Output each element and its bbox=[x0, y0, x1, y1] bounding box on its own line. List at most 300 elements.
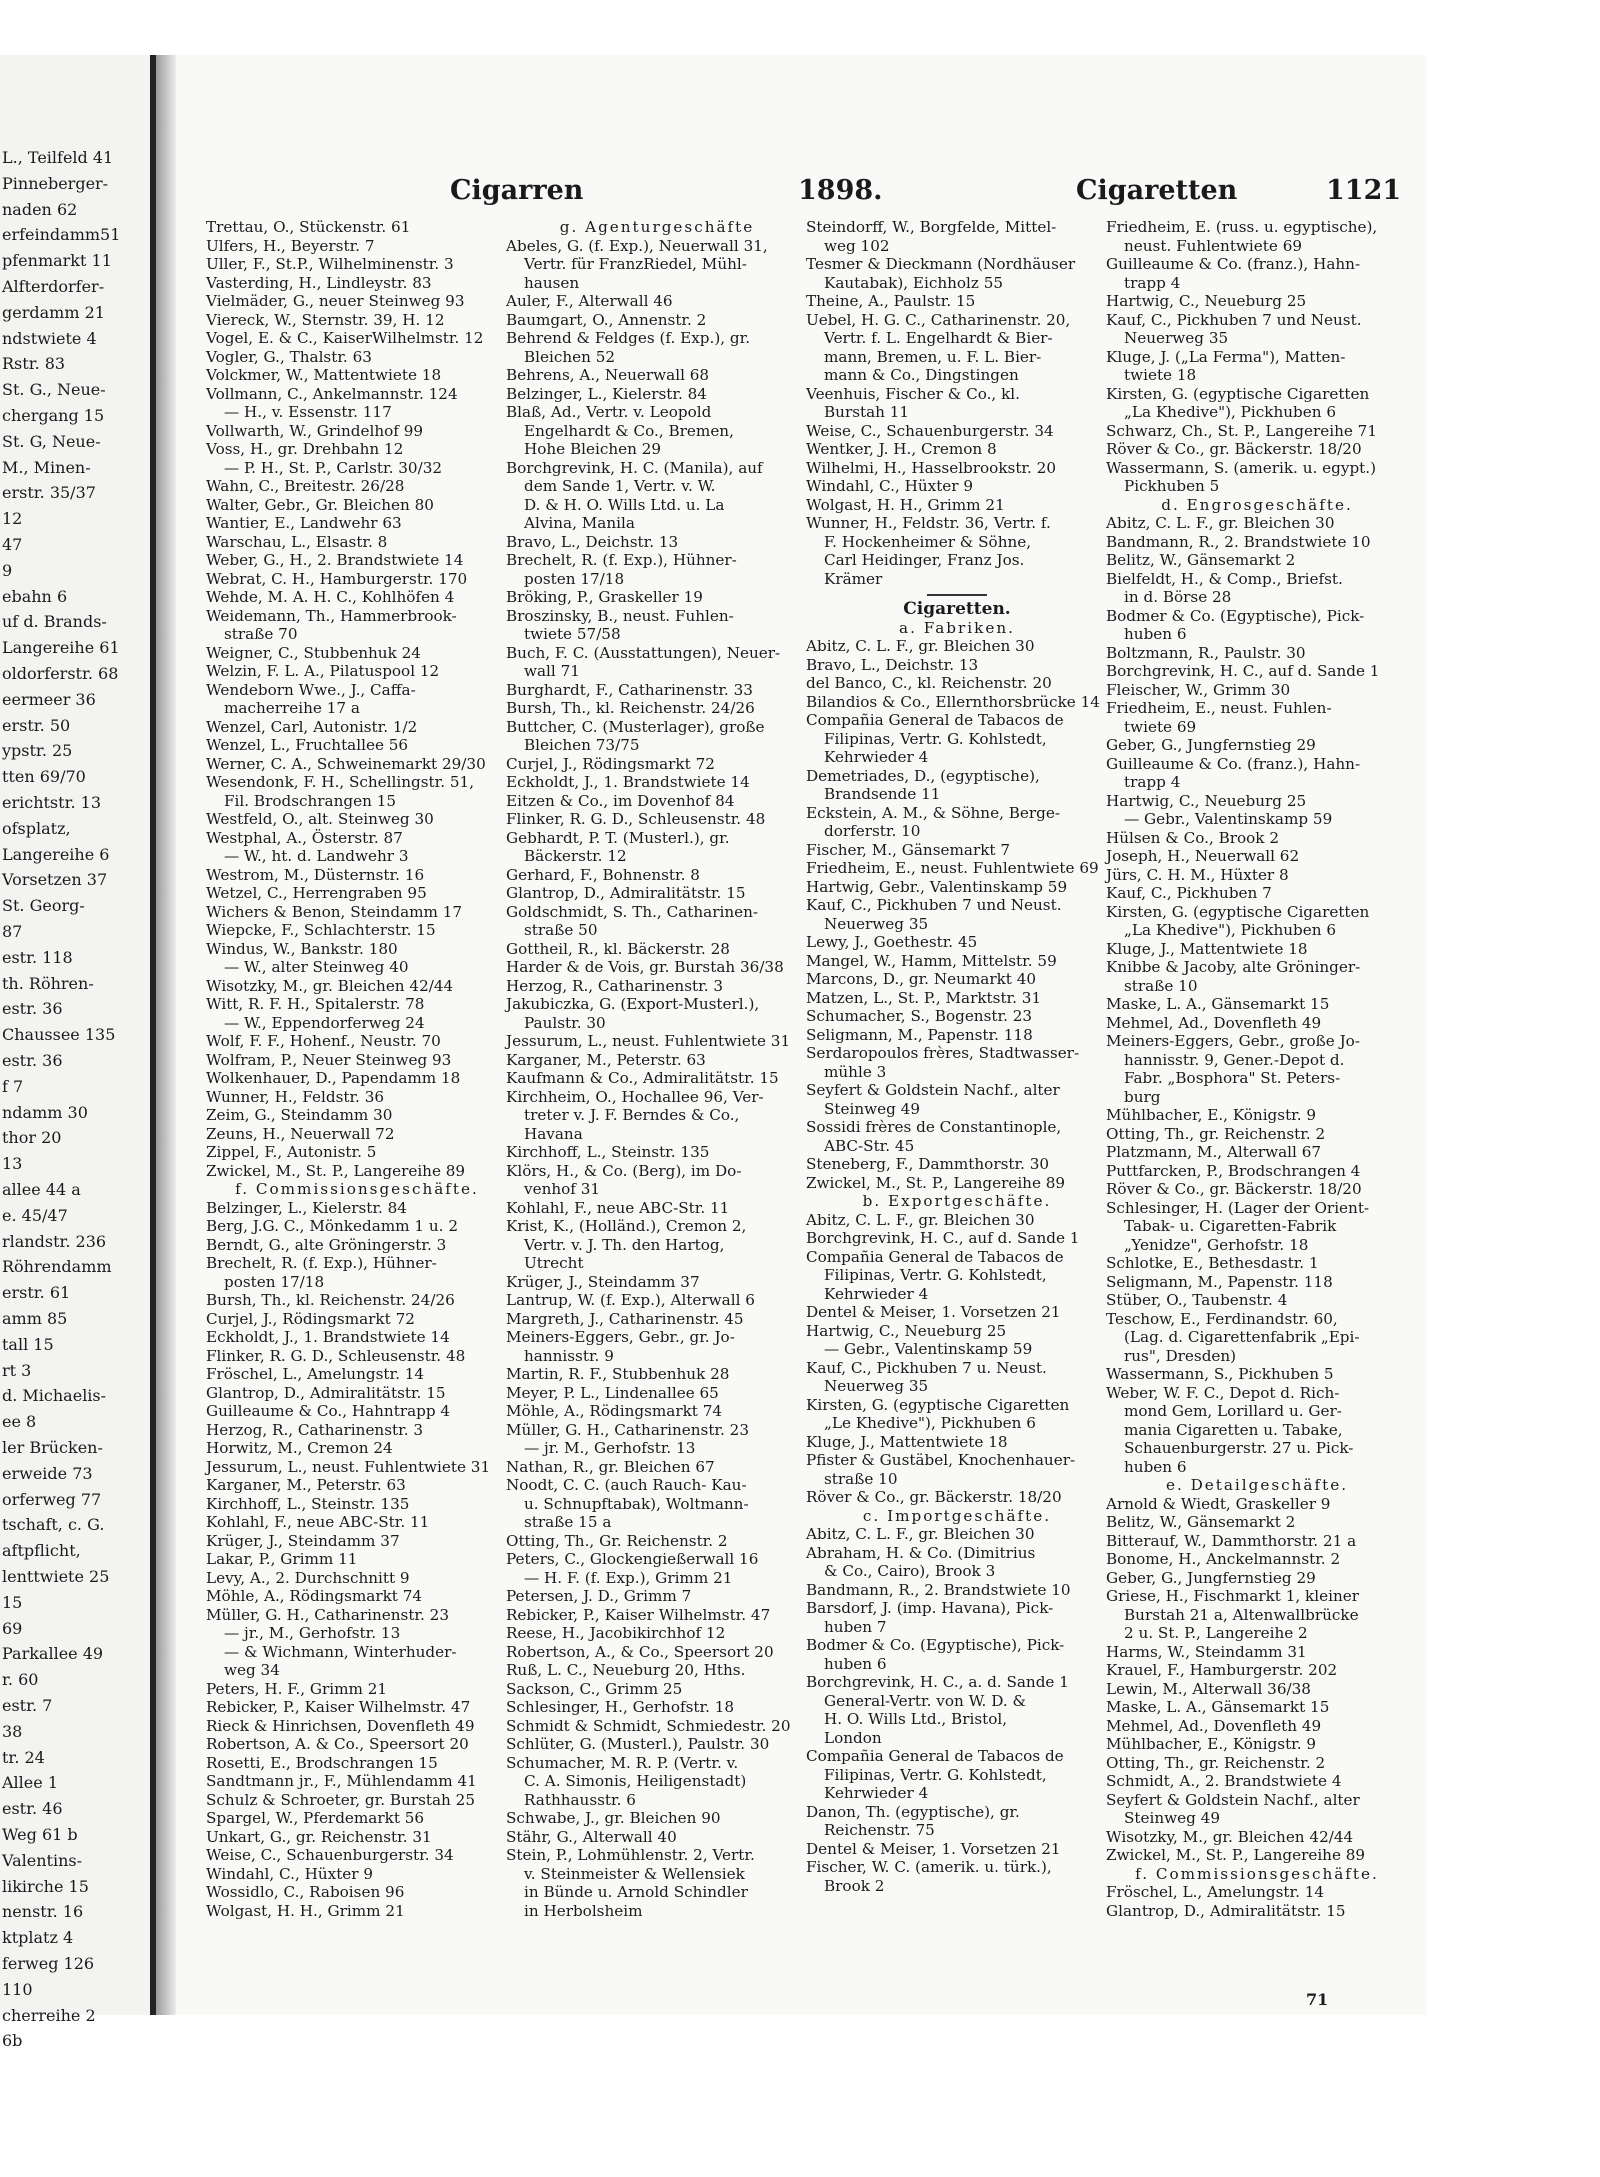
directory-entry: Klörs, H., & Co. (Berg), im Do- bbox=[506, 1161, 742, 1180]
left-page-text-fragment: erichtstr. 13 bbox=[2, 793, 101, 812]
left-page-text-fragment: tten 69/70 bbox=[2, 767, 86, 787]
directory-entry: Viereck, W., Sternstr. 39, H. 12 bbox=[206, 310, 445, 329]
directory-entry: Bitterauf, W., Dammthorstr. 21 a bbox=[1106, 1531, 1357, 1550]
directory-entry: Mehmel, Ad., Dovenfleth 49 bbox=[1106, 1716, 1322, 1735]
directory-entry: Abitz, C. L. F., gr. Bleichen 30 bbox=[806, 1210, 1035, 1229]
directory-entry: Ruß, L. C., Neueburg 20, Hths. bbox=[506, 1661, 746, 1679]
directory-entry: Bonome, H., Anckelmannstr. 2 bbox=[1106, 1550, 1341, 1568]
page-number: 1121 bbox=[1326, 175, 1402, 206]
directory-entry: Curjel, J., Rödingsmarkt 72 bbox=[506, 754, 715, 773]
directory-entry: Möhle, A., Rödingsmarkt 74 bbox=[506, 1402, 723, 1420]
directory-entry: Wiepcke, F., Schlachterstr. 15 bbox=[206, 921, 436, 939]
directory-entry: Wassermann, S. (amerik. u. egypt.) bbox=[1106, 458, 1377, 477]
left-page-text-fragment: naden 62 bbox=[2, 199, 78, 219]
directory-entry: Glantrop, D., Admiralitätstr. 15 bbox=[206, 1383, 446, 1402]
left-page-text-fragment: cherreihe 2 bbox=[2, 2005, 96, 2025]
directory-entry: & Co., Cairo), Brook 3 bbox=[824, 1562, 996, 1580]
directory-entry: Webrat, C. H., Hamburgerstr. 170 bbox=[206, 569, 468, 588]
subsection-heading: f. Commissionsgeschäfte. bbox=[235, 1180, 479, 1198]
directory-entry: Schmidt, A., 2. Brandstwiete 4 bbox=[1106, 1772, 1342, 1790]
directory-entry: Uller, F., St.P., Wilhelminenstr. 3 bbox=[206, 255, 454, 273]
directory-entry: Fröschel, L., Amelungstr. 14 bbox=[206, 1365, 425, 1383]
directory-entry: Behrens, A., Neuerwall 68 bbox=[506, 366, 710, 384]
left-page-text-fragment: lenttwiete 25 bbox=[2, 1567, 110, 1586]
left-page-text-fragment: estr. 7 bbox=[2, 1696, 53, 1715]
directory-entry: Mühlbacher, E., Königstr. 9 bbox=[1106, 1735, 1317, 1753]
directory-entry: Uebel, H. G. C., Catharinenstr. 20, bbox=[806, 310, 1071, 329]
left-page-text-fragment: estr. 36 bbox=[2, 999, 63, 1019]
directory-entry: Seligmann, M., Papenstr. 118 bbox=[806, 1025, 1033, 1044]
directory-entry: Kohlahl, F., neue ABC-Str. 11 bbox=[506, 1198, 730, 1217]
directory-entry: Jessurum, L., neust. Fuhlentwiete 31 bbox=[506, 1032, 791, 1050]
directory-entry: Steneberg, F., Dammthorstr. 30 bbox=[806, 1155, 1050, 1173]
section-title-cigaretten: Cigaretten bbox=[1076, 175, 1238, 206]
left-page-text-fragment: Langereihe 6 bbox=[2, 844, 110, 864]
subsection-heading: g. Agenturgeschäfte bbox=[559, 218, 755, 236]
directory-entry: Stüber, O., Taubenstr. 4 bbox=[1106, 1291, 1288, 1309]
directory-entry: Rosetti, E., Brodschrangen 15 bbox=[206, 1753, 438, 1772]
left-page-text-fragment: r. 60 bbox=[2, 1670, 39, 1690]
directory-entry: dorferstr. 10 bbox=[824, 822, 921, 840]
directory-entry: Theine, A., Paulstr. 15 bbox=[806, 292, 976, 310]
directory-entry: mühle 3 bbox=[824, 1062, 887, 1081]
directory-entry: hausen bbox=[524, 273, 580, 292]
directory-entry: Mühlbacher, E., Königstr. 9 bbox=[1106, 1106, 1317, 1124]
directory-entry: Vertr. v. J. Th. den Hartog, bbox=[524, 1235, 725, 1254]
directory-entry: Wolgast, H. H., Grimm 21 bbox=[206, 1901, 405, 1920]
directory-entry: Windahl, C., Hüxter 9 bbox=[806, 477, 974, 495]
directory-entry: Mangel, W., Hamm, Mittelstr. 59 bbox=[806, 951, 1057, 970]
directory-entry: Joseph, H., Neuerwall 62 bbox=[1106, 847, 1300, 865]
directory-entry: Mehmel, Ad., Dovenfleth 49 bbox=[1106, 1013, 1322, 1032]
directory-entry: Wesendonk, F. H., Schellingstr. 51, bbox=[206, 773, 475, 791]
left-page-text-fragment: estr. 36 bbox=[2, 1051, 63, 1070]
directory-entry: Belzinger, L., Kielerstr. 84 bbox=[206, 1198, 407, 1217]
directory-entry: Windus, W., Bankstr. 180 bbox=[206, 939, 398, 958]
directory-entry: Barsdorf, J. (imp. Havana), Pick- bbox=[806, 1599, 1054, 1617]
directory-entry: Kirchheim, O., Hochallee 96, Ver- bbox=[506, 1087, 764, 1106]
left-page-text-fragment: 6b bbox=[2, 2031, 23, 2051]
directory-entry: Krämer bbox=[824, 569, 883, 588]
left-page-text-fragment: Langereihe 61 bbox=[2, 638, 120, 658]
left-page-text-fragment: Rstr. 83 bbox=[2, 354, 66, 374]
directory-entry: Bilandios & Co., Ellernthorsbrücke 14 bbox=[806, 692, 1100, 711]
directory-entry: Tabak- u. Cigaretten-Fabrik bbox=[1124, 1217, 1337, 1235]
directory-entry: ABC-Str. 45 bbox=[824, 1136, 915, 1155]
directory-entry: mond Gem, Lorillard u. Ger- bbox=[1124, 1402, 1342, 1420]
directory-entry: hannisstr. 9 bbox=[524, 1346, 614, 1365]
left-page-text-fragment: Pinneberger- bbox=[2, 173, 109, 193]
directory-entry: C. A. Simonis, Heiligenstadt) bbox=[524, 1772, 747, 1790]
directory-entry: Stähr, G., Alterwall 40 bbox=[506, 1827, 677, 1846]
directory-entry: Kauf, C., Pickhuben 7 u. Neust. bbox=[806, 1358, 1047, 1377]
directory-entry: Steinweg 49 bbox=[824, 1099, 920, 1118]
directory-entry: straße 50 bbox=[524, 921, 598, 939]
left-page-text-fragment: th. Röhren- bbox=[2, 973, 94, 993]
directory-entry: dem Sande 1, Vertr. v. W. bbox=[524, 477, 716, 495]
directory-entry: Brook 2 bbox=[824, 1876, 885, 1895]
directory-entry: Eckholdt, J., 1. Brandstwiete 14 bbox=[506, 773, 750, 791]
directory-entry: Blaß, Ad., Vertr. v. Leopold bbox=[506, 403, 712, 421]
left-page-text-fragment: 9 bbox=[2, 560, 13, 580]
directory-entry: Fleischer, W., Grimm 30 bbox=[1106, 680, 1291, 699]
directory-entry: Broszinsky, B., neust. Fuhlen- bbox=[506, 606, 734, 625]
left-page-text-fragment: 38 bbox=[2, 1721, 23, 1741]
directory-entry: Sandtmann jr., F., Mühlendamm 41 bbox=[206, 1772, 477, 1790]
directory-entry: Wenzel, L., Fruchtallee 56 bbox=[206, 736, 409, 754]
directory-entry: Zeim, G., Steindamm 30 bbox=[206, 1106, 393, 1124]
directory-entry: Auler, F., Alterwall 46 bbox=[506, 292, 673, 310]
left-page-text-fragment: ktplatz 4 bbox=[2, 1928, 74, 1948]
directory-entry: Kirsten, G. (egyptische Cigaretten bbox=[1106, 902, 1370, 921]
directory-entry: Kirchhoff, L., Steinstr. 135 bbox=[206, 1494, 410, 1513]
directory-entry: Friedheim, E., neust. Fuhlen- bbox=[1106, 699, 1332, 717]
directory-entry: Schlesinger, H., Gerhofstr. 18 bbox=[506, 1698, 735, 1716]
directory-entry: Fil. Brodschrangen 15 bbox=[224, 791, 397, 810]
left-page-text-fragment: 12 bbox=[2, 509, 23, 529]
directory-entry: weg 102 bbox=[824, 236, 890, 255]
left-page-text-fragment: M., Minen- bbox=[2, 457, 91, 477]
directory-entry: venhof 31 bbox=[524, 1180, 601, 1198]
left-page-text-fragment: Weg 61 b bbox=[2, 1825, 78, 1844]
directory-entry: Abraham, H. & Co. (Dimitrius bbox=[806, 1543, 1036, 1562]
directory-entry: Vertr. f. L. Engelhardt & Bier- bbox=[824, 329, 1053, 347]
left-page-text-fragment: L., Teilfeld 41 bbox=[2, 148, 114, 167]
directory-entry: Bravo, L., Deichstr. 13 bbox=[806, 655, 979, 674]
left-page-text-fragment: 110 bbox=[2, 1979, 33, 1999]
directory-entry: Wisotzky, M., gr. Bleichen 42/44 bbox=[1106, 1827, 1354, 1846]
directory-entry: Röver & Co., gr. Bäckerstr. 18/20 bbox=[1106, 440, 1362, 458]
directory-entry: Zeuns, H., Neuerwall 72 bbox=[206, 1124, 395, 1143]
directory-entry: Guilleaume & Co. (franz.), Hahn- bbox=[1106, 255, 1361, 273]
directory-page bbox=[176, 55, 1426, 2015]
directory-entry: Rebicker, P., Kaiser Wilhelmstr. 47 bbox=[506, 1605, 771, 1624]
directory-entry: Wantier, E., Landwehr 63 bbox=[206, 514, 402, 532]
section-rule bbox=[927, 594, 987, 596]
directory-entry: Petersen, J. D., Grimm 7 bbox=[506, 1587, 692, 1605]
left-page-text-fragment: uf d. Brands- bbox=[2, 612, 107, 632]
directory-entry: Brechelt, R. (f. Exp.), Hühner- bbox=[206, 1254, 437, 1272]
left-page-text-fragment: rlandstr. 236 bbox=[2, 1231, 107, 1251]
directory-entry: Margreth, J., Catharinenstr. 45 bbox=[506, 1309, 744, 1328]
directory-entry: Peters, H. F., Grimm 21 bbox=[206, 1679, 388, 1698]
directory-entry: Tesmer & Dieckmann (Nordhäuser bbox=[806, 255, 1076, 273]
directory-entry: Steindorff, W., Borgfelde, Mittel- bbox=[806, 218, 1057, 236]
left-page-text-fragment: ee 8 bbox=[2, 1412, 37, 1432]
directory-column-2 bbox=[506, 218, 808, 1998]
directory-entry: Horwitz, M., Cremon 24 bbox=[206, 1439, 393, 1457]
subsection-heading: f. Commissionsgeschäfte. bbox=[1135, 1864, 1379, 1883]
directory-entry: treter v. J. F. Berndes & Co., bbox=[524, 1106, 740, 1124]
directory-entry: Peters, C., Glockengießerwall 16 bbox=[506, 1550, 759, 1568]
directory-entry: Belitz, W., Gänsemarkt 2 bbox=[1106, 551, 1296, 569]
directory-entry: Vertr. für FranzRiedel, Mühl- bbox=[524, 255, 747, 273]
directory-entry: Meyer, P. L., Lindenallee 65 bbox=[506, 1383, 719, 1402]
left-page-text-fragment: tr. 24 bbox=[2, 1747, 45, 1767]
left-page-text-fragment: d. Michaelis- bbox=[2, 1386, 107, 1406]
directory-entry: Rebicker, P., Kaiser Wilhelmstr. 47 bbox=[206, 1698, 471, 1716]
directory-entry: Schlüter, G. (Musterl.), Paulstr. 30 bbox=[506, 1735, 770, 1753]
directory-entry: trapp 4 bbox=[1124, 273, 1181, 292]
directory-entry: Fischer, W. C. (amerik. u. türk.), bbox=[806, 1858, 1052, 1876]
directory-entry: Wisotzky, M., gr. Bleichen 42/44 bbox=[206, 976, 454, 995]
left-page-text-fragment: Allee 1 bbox=[2, 1773, 58, 1793]
directory-entry: General-Vertr. von W. D. & bbox=[824, 1691, 1027, 1710]
left-page-text-fragment: Valentins- bbox=[2, 1850, 82, 1870]
left-page-text-fragment: 69 bbox=[2, 1618, 23, 1638]
directory-entry: Vollwarth, W., Grindelhof 99 bbox=[206, 421, 424, 440]
directory-entry: Gebhardt, P. T. (Musterl.), gr. bbox=[506, 828, 730, 847]
directory-entry: Seyfert & Goldstein Nachf., alter bbox=[806, 1081, 1060, 1099]
directory-entry: posten 17/18 bbox=[524, 569, 625, 588]
directory-entry: Jessurum, L., neust. Fuhlentwiete 31 bbox=[206, 1457, 491, 1476]
directory-entry: Behrend & Feldges (f. Exp.), gr. bbox=[506, 329, 751, 347]
directory-entry: Weber, W. F. C., Depot d. Rich- bbox=[1106, 1383, 1340, 1402]
directory-entry: Zwickel, M., St. P., Langereihe 89 bbox=[1106, 1846, 1366, 1864]
directory-entry: Lewy, J., Goethestr. 45 bbox=[806, 933, 978, 951]
left-page-text-fragment: eermeer 36 bbox=[2, 689, 96, 709]
directory-entry: Otting, Th., Gr. Reichenstr. 2 bbox=[506, 1531, 728, 1550]
left-page-text-fragment: St. G., Neue- bbox=[2, 380, 106, 400]
directory-entry: Neuerweg 35 bbox=[824, 914, 929, 933]
directory-entry: Kirsten, G. (egyptische Cigaretten bbox=[806, 1395, 1070, 1414]
left-page-text-fragment: ypstr. 25 bbox=[2, 741, 73, 761]
directory-entry: — W., Eppendorferweg 24 bbox=[224, 1013, 425, 1032]
directory-entry: Zippel, F., Autonistr. 5 bbox=[206, 1143, 377, 1161]
directory-entry: Eitzen & Co., im Dovenhof 84 bbox=[506, 791, 735, 810]
directory-entry: „La Khedive"), Pickhuben 6 bbox=[1124, 403, 1336, 421]
directory-entry: Pickhuben 5 bbox=[1124, 477, 1220, 495]
left-page-text-fragment: thor 20 bbox=[2, 1128, 62, 1148]
directory-entry: Burghardt, F., Catharinenstr. 33 bbox=[506, 680, 753, 699]
directory-entry: Hartwig, C., Neueburg 25 bbox=[1106, 292, 1307, 310]
directory-entry: Wichers & Benon, Steindamm 17 bbox=[206, 902, 463, 921]
directory-entry: huben 7 bbox=[824, 1617, 887, 1636]
directory-entry: straße 10 bbox=[1124, 976, 1198, 995]
directory-entry: Steinweg 49 bbox=[1124, 1809, 1220, 1827]
directory-entry: Karganer, M., Peterstr. 63 bbox=[206, 1476, 406, 1494]
directory-entry: in d. Börse 28 bbox=[1124, 588, 1232, 606]
directory-entry: 2 u. St. P., Langereihe 2 bbox=[1124, 1624, 1308, 1642]
directory-entry: Borchgrevink, H. C. (Manila), auf bbox=[506, 458, 763, 477]
subsection-heading: c. Importgeschäfte. bbox=[862, 1506, 1052, 1525]
directory-entry: u. Schnupftabak), Woltmann- bbox=[524, 1494, 749, 1513]
left-page-text-fragment: ler Brücken- bbox=[2, 1438, 103, 1457]
directory-entry: Geber, G., Jungfernstieg 29 bbox=[1106, 1568, 1316, 1587]
directory-entry: Wunner, H., Feldstr. 36, Vertr. f. bbox=[806, 514, 1051, 532]
subsection-heading: d. Engrosgeschäfte. bbox=[1161, 495, 1353, 514]
left-page-text-fragment: Chaussee 135 bbox=[2, 1025, 116, 1045]
directory-entry: Kohlahl, F., neue ABC-Str. 11 bbox=[206, 1513, 430, 1531]
directory-entry: Nathan, R., gr. Bleichen 67 bbox=[506, 1457, 715, 1476]
directory-entry: Reichenstr. 75 bbox=[824, 1821, 935, 1839]
signature-number: 71 bbox=[1306, 1990, 1329, 2009]
left-page-text-fragment: erstr. 61 bbox=[2, 1283, 71, 1303]
directory-entry: Weise, C., Schauenburgerstr. 34 bbox=[206, 1846, 454, 1864]
directory-entry: D. & H. O. Wills Ltd. u. La bbox=[524, 495, 725, 514]
directory-entry: Baumgart, O., Annenstr. 2 bbox=[506, 310, 707, 329]
left-page-text-fragment: 47 bbox=[2, 535, 23, 554]
directory-entry: Schlesinger, H. (Lager der Orient- bbox=[1106, 1198, 1370, 1217]
directory-entry: Wendeborn Wwe., J., Caffa- bbox=[206, 680, 416, 699]
directory-entry: Bröking, P., Graskeller 19 bbox=[506, 588, 703, 606]
directory-entry: Reese, H., Jacobikirchhof 12 bbox=[506, 1624, 726, 1642]
left-page-text-fragment: erweide 73 bbox=[2, 1463, 93, 1483]
directory-entry: London bbox=[824, 1728, 882, 1747]
directory-entry: Burstah 11 bbox=[824, 403, 910, 421]
directory-entry: Schmidt & Schmidt, Schmiedestr. 20 bbox=[506, 1716, 791, 1735]
directory-entry: Volckmer, W., Mattentwiete 18 bbox=[206, 366, 442, 384]
directory-entry: huben 6 bbox=[1124, 625, 1187, 643]
directory-entry: rus", Dresden) bbox=[1124, 1346, 1237, 1365]
directory-entry: Vollmann, C., Ankelmannstr. 124 bbox=[206, 384, 458, 403]
directory-entry: Wolkenhauer, D., Papendamm 18 bbox=[206, 1069, 461, 1087]
directory-entry: Hartwig, C., Neueburg 25 bbox=[1106, 791, 1307, 810]
left-page-text-fragment: Vorsetzen 37 bbox=[2, 870, 108, 890]
directory-entry: Bodmer & Co. (Egyptische), Pick- bbox=[806, 1636, 1065, 1654]
directory-entry: Krüger, J., Steindamm 37 bbox=[206, 1531, 400, 1550]
directory-entry: Warschau, L., Elsastr. 8 bbox=[206, 532, 388, 551]
directory-entry: Fröschel, L., Amelungstr. 14 bbox=[1106, 1883, 1325, 1901]
directory-entry: Kluge, J., Mattentwiete 18 bbox=[806, 1432, 1008, 1451]
directory-entry: Wolf, F. F., Hohenf., Neustr. 70 bbox=[206, 1032, 441, 1050]
directory-entry: trapp 4 bbox=[1124, 773, 1181, 791]
directory-entry: Berg, J.G. C., Mönkedamm 1 u. 2 bbox=[206, 1217, 458, 1235]
directory-entry: Havana bbox=[524, 1124, 583, 1143]
directory-entry: Dentel & Meiser, 1. Vorsetzen 21 bbox=[806, 1839, 1061, 1858]
directory-entry: Veenhuis, Fischer & Co., kl. bbox=[806, 384, 1020, 403]
directory-entry: Hülsen & Co., Brook 2 bbox=[1106, 828, 1280, 847]
directory-entry: Filipinas, Vertr. G. Kohlstedt, bbox=[824, 729, 1047, 748]
directory-entry: Kautabak), Eichholz 55 bbox=[824, 273, 1004, 292]
directory-entry: del Banco, C., kl. Reichenstr. 20 bbox=[806, 674, 1052, 692]
directory-entry: — jr. M., Gerhofstr. 13 bbox=[524, 1439, 696, 1457]
directory-entry: Compañia General de Tabacos de bbox=[806, 711, 1064, 729]
directory-entry: Abeles, G. (f. Exp.), Neuerwall 31, bbox=[506, 236, 768, 255]
directory-entry: Herzog, R., Catharinenstr. 3 bbox=[206, 1420, 424, 1439]
directory-entry: Kluge, J., Mattentwiete 18 bbox=[1106, 939, 1308, 958]
directory-entry: Krüger, J., Steindamm 37 bbox=[506, 1272, 700, 1291]
directory-entry: — Gebr., Valentinskamp 59 bbox=[824, 1340, 1033, 1358]
directory-entry: Kauf, C., Pickhuben 7 und Neust. bbox=[806, 896, 1062, 914]
directory-entry: Wolfram, P., Neuer Steinweg 93 bbox=[206, 1050, 452, 1069]
directory-entry: Bodmer & Co. (Egyptische), Pick- bbox=[1106, 606, 1365, 625]
directory-entry: Marcons, D., gr. Neumarkt 40 bbox=[806, 970, 1037, 988]
directory-entry: Hartwig, C., Neueburg 25 bbox=[806, 1321, 1007, 1340]
directory-entry: Abitz, C. L. F., gr. Bleichen 30 bbox=[806, 637, 1035, 655]
left-page-text-fragment: aftpflicht, bbox=[2, 1541, 81, 1561]
directory-entry: „Yenidze", Gerhofstr. 18 bbox=[1124, 1235, 1309, 1254]
left-page-text-fragment: ebahn 6 bbox=[2, 586, 68, 606]
directory-entry: Zwickel, M., St. P., Langereihe 89 bbox=[206, 1161, 466, 1180]
subsection-heading: b. Exportgeschäfte. bbox=[862, 1192, 1052, 1210]
left-page-text-fragment: St. Georg- bbox=[2, 896, 85, 916]
directory-entry: Schumacher, M. R. P. (Vertr. v. bbox=[506, 1753, 739, 1772]
left-page-text-fragment: Alfterdorfer- bbox=[2, 277, 105, 296]
directory-entry: twiete 57/58 bbox=[524, 625, 621, 643]
directory-entry: Borchgrevink, H. C., auf d. Sande 1 bbox=[1106, 662, 1380, 680]
directory-entry: Bleichen 52 bbox=[524, 347, 616, 366]
directory-entry: Glantrop, D., Admiralitätstr. 15 bbox=[506, 884, 746, 902]
directory-entry: mann, Bremen, u. F. L. Bier- bbox=[824, 347, 1042, 366]
directory-entry: Werner, C. A., Schweinemarkt 29/30 bbox=[206, 754, 486, 773]
directory-entry: Bandmann, R., 2. Brandstwiete 10 bbox=[806, 1580, 1071, 1599]
directory-entry: Wunner, H., Feldstr. 36 bbox=[206, 1087, 385, 1106]
directory-entry: Westphal, A., Österstr. 87 bbox=[206, 828, 403, 847]
directory-entry: straße 70 bbox=[224, 625, 298, 643]
directory-entry: Seyfert & Goldstein Nachf., alter bbox=[1106, 1790, 1360, 1809]
directory-entry: Wetzel, C., Herrengraben 95 bbox=[206, 884, 427, 902]
directory-entry: Schlotke, E., Bethesdastr. 1 bbox=[1106, 1254, 1319, 1272]
directory-entry: twiete 18 bbox=[1124, 366, 1197, 384]
directory-entry: Kluge, J. („La Ferma"), Matten- bbox=[1106, 347, 1346, 366]
directory-entry: Buttcher, C. (Musterlager), große bbox=[506, 717, 765, 736]
directory-entry: weg 34 bbox=[224, 1661, 280, 1679]
left-page-text-fragment: erfeindamm51 bbox=[2, 225, 121, 245]
directory-entry: Eckholdt, J., 1. Brandstwiete 14 bbox=[206, 1328, 450, 1346]
left-page-text-fragment: ferweg 126 bbox=[2, 1954, 95, 1973]
directory-entry: Hohe Bleichen 29 bbox=[524, 440, 662, 458]
directory-entry: Walter, Gebr., Gr. Bleichen 80 bbox=[206, 495, 434, 514]
directory-entry: Schumacher, S., Bogenstr. 23 bbox=[806, 1007, 1033, 1025]
directory-entry: Lewin, M., Alterwall 36/38 bbox=[1106, 1679, 1311, 1698]
directory-entry: Lakar, P., Grimm 11 bbox=[206, 1550, 358, 1568]
directory-entry: Bursh, Th., kl. Reichenstr. 24/26 bbox=[506, 699, 755, 717]
left-page-text-fragment: allee 44 a bbox=[2, 1180, 81, 1199]
directory-entry: Levy, A., 2. Durchschnitt 9 bbox=[206, 1568, 410, 1587]
directory-entry: Boltzmann, R., Paulstr. 30 bbox=[1106, 643, 1306, 662]
left-page-text-fragment: e. 45/47 bbox=[2, 1205, 68, 1225]
directory-entry: Karganer, M., Peterstr. 63 bbox=[506, 1050, 706, 1069]
directory-entry: Guilleaume & Co., Hahntrapp 4 bbox=[206, 1402, 451, 1420]
directory-entry: Jakubiczka, G. (Export-Musterl.), bbox=[506, 995, 760, 1013]
directory-entry: Wentker, J. H., Cremon 8 bbox=[806, 440, 997, 458]
directory-entry: — H. F. (f. Exp.), Grimm 21 bbox=[524, 1568, 733, 1587]
directory-entry: Zwickel, M., St. P., Langereihe 89 bbox=[806, 1173, 1066, 1192]
directory-entry: Buch, F. C. (Ausstattungen), Neuer- bbox=[506, 643, 781, 662]
directory-entry: Müller, G. H., Catharinenstr. 23 bbox=[206, 1605, 450, 1624]
directory-entry: Westfeld, O., alt. Steinweg 30 bbox=[206, 810, 434, 828]
directory-entry: (Lag. d. Cigarettenfabrik „Epi- bbox=[1124, 1328, 1360, 1346]
directory-entry: Arnold & Wiedt, Graskeller 9 bbox=[1106, 1494, 1331, 1513]
year-heading: 1898. bbox=[798, 175, 883, 206]
subsection-heading: a. Fabriken. bbox=[899, 618, 1015, 637]
directory-entry: Serdaropoulos frères, Stadtwasser- bbox=[806, 1044, 1080, 1062]
directory-entry: Friedheim, E. (russ. u. egyptische), bbox=[1106, 218, 1378, 236]
directory-entry: Demetriades, D., (egyptische), bbox=[806, 766, 1040, 785]
directory-entry: Wehde, M. A. H. C., Kohlhöfen 4 bbox=[206, 588, 455, 606]
directory-entry: Müller, G. H., Catharinenstr. 23 bbox=[506, 1420, 750, 1439]
directory-entry: Windahl, C., Hüxter 9 bbox=[206, 1864, 374, 1883]
directory-entry: Trettau, O., Stückenstr. 61 bbox=[206, 218, 411, 236]
directory-entry: straße 15 a bbox=[524, 1513, 612, 1531]
directory-entry: Vogel, E. & C., KaiserWilhelmstr. 12 bbox=[206, 329, 484, 347]
directory-entry: mania Cigaretten u. Tabake, bbox=[1124, 1420, 1343, 1439]
directory-entry: Bursh, Th., kl. Reichenstr. 24/26 bbox=[206, 1291, 455, 1309]
directory-entry: H. O. Wills Ltd., Bristol, bbox=[824, 1710, 1008, 1728]
directory-entry: wall 71 bbox=[524, 662, 580, 680]
directory-entry: Kehrwieder 4 bbox=[824, 1784, 929, 1802]
section-heading: Cigaretten. bbox=[903, 599, 1011, 619]
left-page-text-fragment: estr. 46 bbox=[2, 1799, 63, 1819]
directory-entry: Röver & Co., gr. Bäckerstr. 18/20 bbox=[1106, 1180, 1362, 1198]
directory-entry: Otting, Th., gr. Reichenstr. 2 bbox=[1106, 1124, 1326, 1143]
directory-entry: Filipinas, Vertr. G. Kohlstedt, bbox=[824, 1765, 1047, 1784]
directory-entry: Weidemann, Th., Hammerbrook- bbox=[206, 606, 457, 625]
left-page-text-fragment: likirche 15 bbox=[2, 1876, 89, 1896]
directory-entry: Fischer, M., Gänsemarkt 7 bbox=[806, 840, 1011, 859]
directory-entry: Rathhausstr. 6 bbox=[524, 1790, 636, 1809]
